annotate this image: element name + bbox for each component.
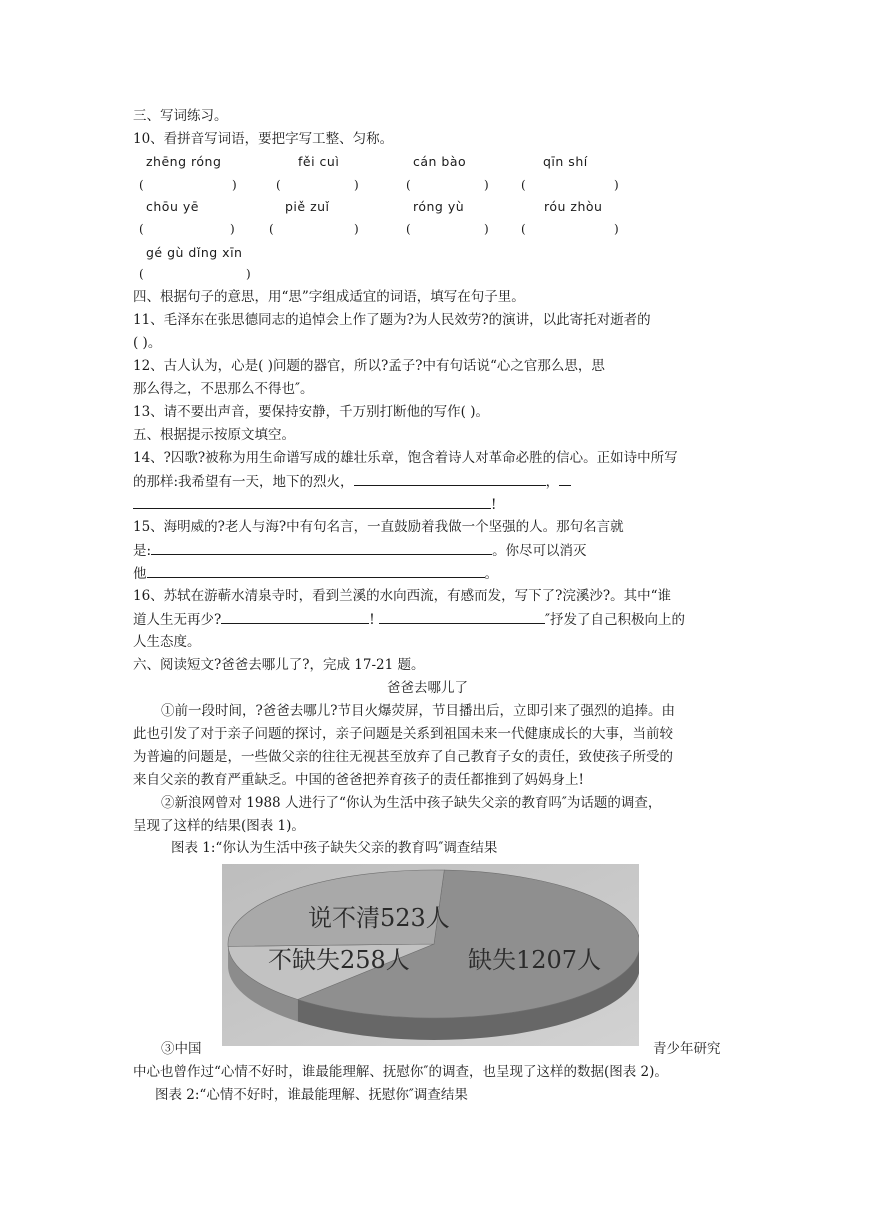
question-15-middle: 。你尽可以消灭: [492, 543, 587, 559]
question-16-suffix: ″抒发了自己积极向上的: [544, 612, 686, 628]
answer-bracket-close: ): [614, 178, 619, 192]
question-15-prefix: 是:: [133, 543, 152, 559]
question-14-line2: [133, 471, 571, 492]
answer-bracket-close: ): [232, 178, 237, 192]
question-10: 10、看拼音写词语，要把字写工整、匀称。: [133, 131, 394, 147]
paragraph-1-line4: 来自父亲的教育严重缺乏。中国的爸爸把养育孩子的责任都推到了妈妈身上!: [133, 772, 584, 788]
pinyin-6: piě zuǐ: [285, 199, 330, 214]
question-11-line2: ( )。: [133, 335, 162, 351]
chart-1-image: [222, 864, 639, 1046]
question-16-prefix: 道人生无再少?: [133, 612, 222, 628]
answer-bracket-close: ): [230, 222, 235, 236]
answer-blank[interactable]: [559, 471, 571, 486]
section3-heading: 三、写词练习。: [133, 108, 228, 124]
paragraph-1-line1: ①前一段时间，?爸爸去哪儿?节目火爆荧屏，节目播出后，立即引来了强烈的追捧。由: [161, 703, 675, 719]
answer-bracket-open: (: [269, 222, 274, 236]
paragraph-1-line2: 此也引发了对于亲子问题的探讨，亲子问题是关系到祖国未来一代健康成长的大事，当前较: [133, 726, 673, 742]
answer-bracket-close: ): [246, 267, 251, 281]
question-15-line1: 15、海明威的?老人与海?中有句名言，一直鼓励着我做一个坚强的人。那句名言就: [133, 519, 624, 535]
question-14-line3: [133, 494, 496, 515]
answer-blank[interactable]: [221, 609, 369, 624]
question-14-line1: 14、?囚歌?被称为用生命谱写成的雄壮乐章，饱含着诗人对革命必胜的信心。正如诗中所写: [133, 450, 678, 466]
section4-heading: 四、根据句子的意思，用“思”字组成适宜的词语，填写在句子里。: [133, 289, 525, 305]
question-14-comma: ，: [545, 474, 560, 490]
slice-label-missing: 缺失1207人: [468, 946, 602, 974]
slice-label-not-missing: 不缺失258人: [268, 946, 410, 974]
question-15-end: 。: [484, 566, 498, 582]
question-15-he: 他: [133, 566, 147, 582]
answer-blank[interactable]: [133, 494, 491, 509]
pinyin-4: qīn shí: [543, 154, 588, 169]
question-15-line3: [133, 563, 498, 584]
paragraph-1-line3: 为普遍的问题是，一些做父亲的往往无视甚至放弃了自己教育子女的责任，致使孩子所受的: [133, 749, 673, 765]
answer-bracket-open: (: [406, 178, 411, 192]
question-15-line2: [133, 540, 587, 561]
question-12-line1: 12、古人认为，心是( )问题的器官，所以?孟子?中有句话说“心之官那么思，思: [133, 358, 605, 374]
answer-bracket-close: ): [354, 178, 359, 192]
question-16-line3: 人生态度。: [133, 634, 201, 650]
answer-bracket-open: (: [139, 267, 144, 281]
answer-bracket-open: (: [139, 178, 144, 192]
answer-bracket-open: (: [406, 222, 411, 236]
pinyin-5: chōu yē: [146, 199, 199, 214]
section6-heading: 六、阅读短文?爸爸去哪儿了?，完成 17-21 题。: [133, 657, 425, 673]
pinyin-1: zhēng róng: [146, 154, 222, 169]
question-12-line2: 那么得之，不思那么不得也″。: [133, 381, 314, 397]
question-14-text: 的那样:我希望有一天，地下的烈火，: [133, 474, 354, 490]
pinyin-8: róu zhòu: [544, 199, 603, 214]
answer-bracket-open: (: [521, 222, 526, 236]
answer-bracket-open: (: [521, 178, 526, 192]
chart-2-caption: 图表 2:“心情不好时，谁最能理解、抚慰你″调查结果: [155, 1087, 468, 1103]
chart-1-caption: 图表 1:“你认为生活中孩子缺失父亲的教育吗″调查结果: [171, 840, 498, 856]
answer-bracket-open: (: [276, 178, 281, 192]
paragraph-3-line2: 中心也曾作过“心情不好时，谁最能理解、抚慰你″的调查，也呈现了这样的数据(图表 2)。: [133, 1064, 668, 1080]
answer-blank[interactable]: [379, 609, 545, 624]
question-13: 13、请不要出声音，要保持安静，千万别打断他的写作( )。: [133, 404, 490, 420]
paragraph-2-line1: ②新浪网曾对 1988 人进行了“你认为生活中孩子缺失父亲的教育吗″为话题的调查，: [161, 795, 662, 811]
answer-blank[interactable]: [147, 563, 485, 578]
question-14-exclaim: !: [491, 497, 497, 513]
answer-bracket-open: (: [139, 222, 144, 236]
answer-bracket-close: ): [484, 222, 489, 236]
question-16-exclaim: !: [369, 612, 375, 628]
answer-blank[interactable]: [354, 471, 546, 486]
pinyin-9: gé gù dǐng xīn: [146, 245, 243, 260]
question-16-line1: 16、苏轼在游蕲水清泉寺时，看到兰溪的水向西流，有感而发，写下了?浣溪沙?。其中“谁: [133, 588, 672, 604]
paragraph-2-line2: 呈现了这样的结果(图表 1)。: [133, 818, 305, 834]
answer-bracket-close: ): [354, 222, 359, 236]
pinyin-3: cán bào: [413, 154, 467, 169]
pinyin-2: fěi cuì: [298, 154, 340, 169]
question-16-line2: [133, 609, 685, 630]
paragraph-3-prefix: ③中国: [161, 1041, 202, 1057]
pinyin-7: róng yù: [413, 199, 465, 214]
slice-label-unclear: 说不清523人: [308, 904, 450, 932]
answer-bracket-close: ): [484, 178, 489, 192]
answer-bracket-close: ): [614, 222, 619, 236]
section5-heading: 五、根据提示按原文填空。: [133, 427, 295, 443]
question-11-line1: 11、毛泽东在张思德同志的追悼会上作了题为?为人民效劳?的演讲，以此寄托对逝者的: [133, 312, 651, 328]
article-title: 爸爸去哪儿了: [387, 680, 468, 696]
paragraph-3-suffix: 青少年研究: [653, 1041, 721, 1057]
answer-blank[interactable]: [151, 540, 492, 555]
